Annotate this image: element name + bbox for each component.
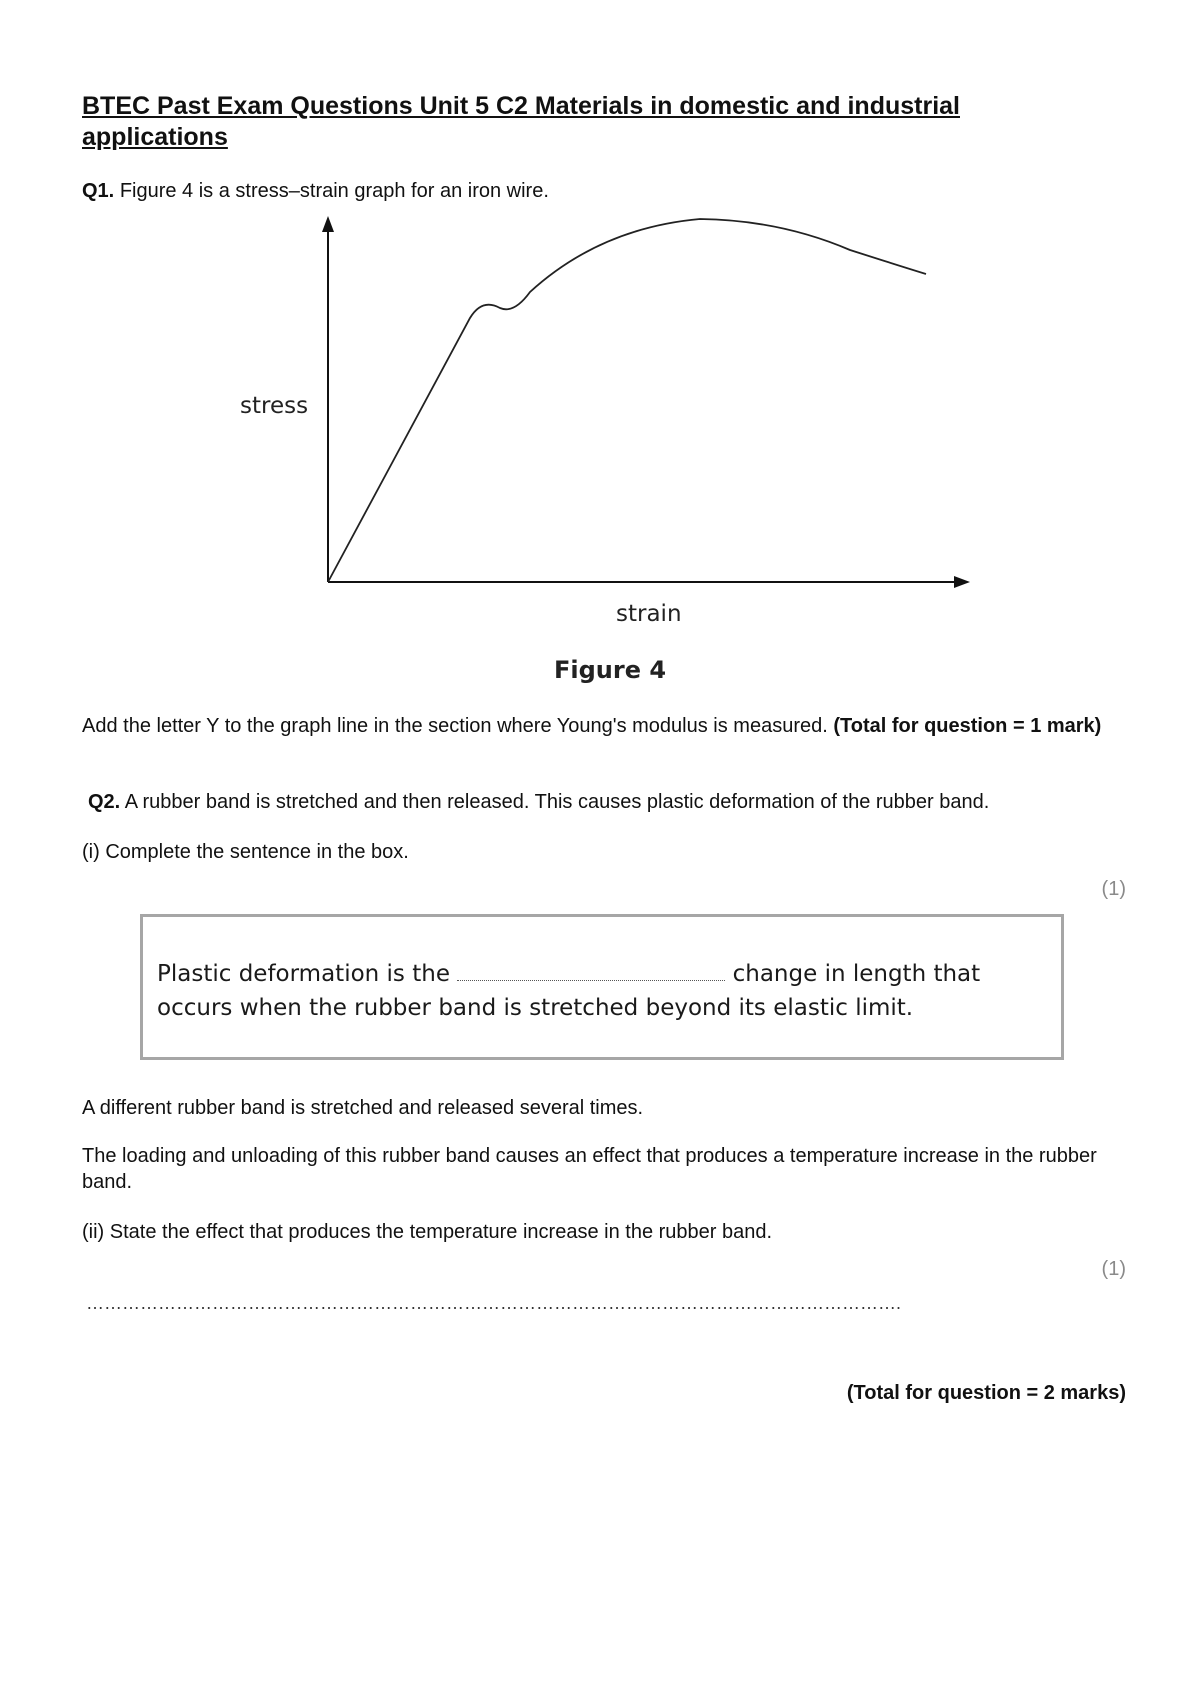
q2-total: (Total for question = 2 marks)	[846, 1382, 1126, 1404]
answer-box	[140, 914, 1064, 1060]
q2-para-1: A different rubber band is stretched and released several times.	[82, 1097, 644, 1119]
document-title: BTEC Past Exam Questions Unit 5 C2 Materials in domestic and industrial applications	[82, 92, 960, 151]
q2-part-ii-mark: (1)	[1101, 1258, 1126, 1280]
q1-intro-text: Figure 4 is a stress–strain graph for an iron wire.	[119, 180, 549, 202]
fill-in-blank[interactable]	[457, 962, 725, 981]
x-axis-label: strain	[616, 601, 682, 627]
q2-intro	[88, 789, 989, 815]
q2-number: Q2.	[88, 791, 121, 813]
answer-box-text	[157, 957, 980, 1025]
stress-strain-figure	[0, 0, 1200, 700]
y-axis-label: stress	[240, 393, 309, 419]
box-sentence-end: occurs when the rubber band is stretched beyond its elastic limit.	[157, 995, 914, 1021]
x-axis-arrow-icon	[954, 576, 970, 588]
box-sentence-start: Plastic deformation is the	[157, 961, 450, 987]
q1-number: Q1.	[82, 180, 115, 202]
q2-part-i: (i) Complete the sentence in the box.	[82, 841, 409, 863]
y-axis-arrow-icon	[322, 216, 334, 232]
q1-instruction	[82, 713, 1122, 739]
q2-para-2: The loading and unloading of this rubber band causes an effect that produces a temperature increase in the rubber band.	[82, 1145, 1097, 1193]
q1-instruction-text: Add the letter Y to the graph line in the section where Young's modulus is measured.	[82, 715, 828, 737]
answer-line[interactable]: ……………………………………………………………………………………………………………………….	[86, 1293, 902, 1313]
q2-intro-text: A rubber band is stretched and then released. This causes plastic deformation of the rubber band.	[124, 791, 990, 813]
q2-part-ii: (ii) State the effect that produces the temperature increase in the rubber band.	[82, 1221, 773, 1243]
q2-part-i-mark: (1)	[1101, 878, 1126, 900]
box-sentence-mid: change in length that	[732, 961, 981, 987]
figure-caption: Figure 4	[554, 656, 667, 684]
stress-strain-curve	[328, 219, 926, 582]
q1-total: (Total for question = 1 mark)	[833, 715, 1102, 737]
